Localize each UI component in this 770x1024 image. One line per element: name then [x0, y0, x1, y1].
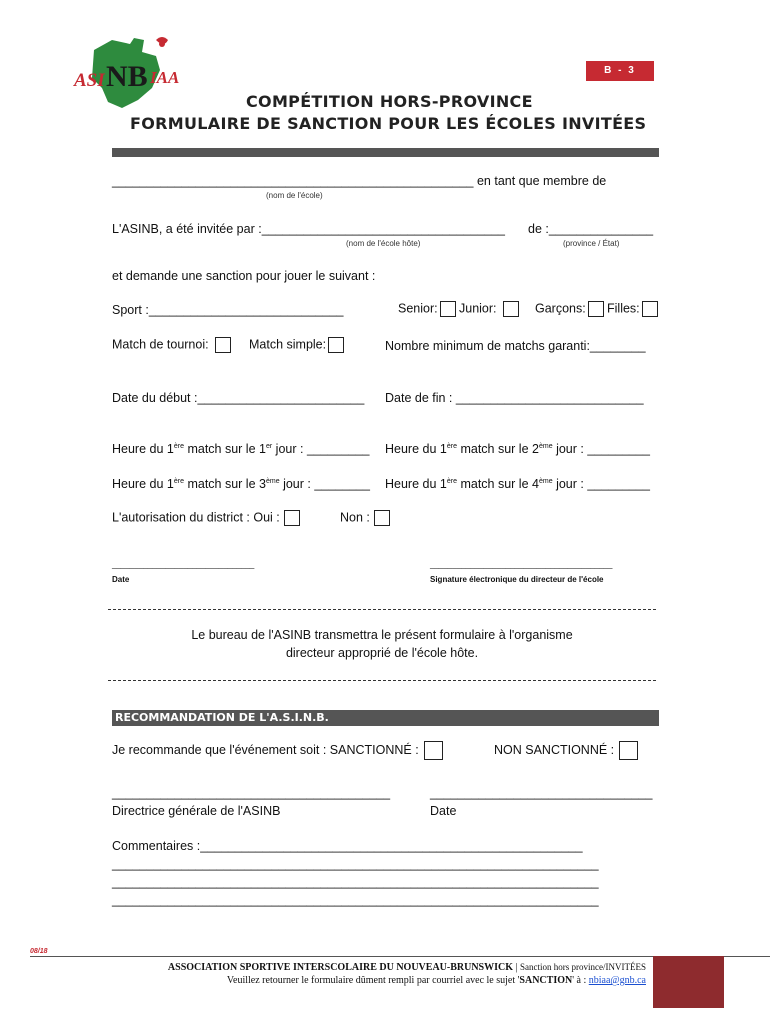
time-text: jour : _________ [552, 442, 650, 456]
day1-time-field[interactable] [112, 442, 370, 456]
footer-instructions [227, 975, 646, 986]
logo-text-left: ASI [74, 70, 105, 91]
start-date-field[interactable]: Date du début :________________________ [112, 391, 365, 405]
footer-sep: | [513, 962, 521, 973]
footer-email-link[interactable]: nbiaa@gnb.ca [588, 975, 646, 986]
boys-option[interactable] [535, 301, 604, 317]
notice-line-1: Le bureau de l'ASINB transmettra le présent formulaire à l'organisme [191, 628, 573, 642]
not-sanctioned-checkbox[interactable] [619, 741, 638, 760]
header-bar [112, 148, 659, 157]
sanctioned-option[interactable] [112, 741, 443, 760]
single-match-option[interactable] [249, 337, 344, 353]
time-text: match sur le 2 [456, 442, 539, 456]
province-hint: (province / État) [563, 239, 620, 248]
notice-line-2: directeur approprié de l'école hôte. [285, 646, 479, 660]
boys-label: Garçons: [535, 301, 586, 316]
district-no-label: Non : [340, 510, 370, 525]
recommendation-bar [112, 710, 659, 726]
director-signature-line[interactable]: ________________________________________ [112, 786, 391, 800]
district-no-checkbox[interactable] [374, 510, 390, 526]
girls-option[interactable] [607, 301, 658, 317]
divider-top [108, 609, 656, 610]
not-sanctioned-option[interactable] [494, 741, 638, 760]
day2-time-field[interactable] [385, 442, 650, 456]
recommendation-date-line[interactable]: ________________________________ [430, 786, 653, 800]
footer-instr-text: ' à : [572, 975, 589, 986]
district-yes-option[interactable] [112, 510, 300, 526]
footer-org: ASSOCIATION SPORTIVE INTERSCOLAIRE DU NOUVEAU-BRUNSWICK [167, 962, 513, 973]
divider-bottom [108, 680, 656, 681]
logo-text-right: IAA [150, 68, 180, 87]
time-text: jour : _________ [272, 442, 370, 456]
footer-instr-text: Veuillez retourner le formulaire dûment rempli par courriel avec le sujet ' [226, 975, 520, 986]
time-text: match sur le 1 [183, 442, 266, 456]
request-text: et demande une sanction pour jouer le suivant : [112, 269, 376, 283]
single-match-checkbox[interactable] [328, 337, 344, 353]
director-label: Directrice générale de l'ASINB [112, 804, 281, 818]
time-text: jour : ________ [279, 477, 370, 491]
not-sanctioned-label: NON SANCTIONNÉ : [494, 742, 615, 757]
time-sup: ère [446, 442, 457, 450]
girls-checkbox[interactable] [642, 301, 658, 317]
end-date-field[interactable]: Date de fin : ___________________________ [385, 391, 644, 405]
time-text: Heure du 1 [112, 477, 174, 491]
time-text: Heure du 1 [385, 442, 447, 456]
single-match-label: Match simple: [249, 337, 327, 352]
time-text: jour : _________ [552, 477, 650, 491]
girls-label: Filles: [607, 301, 640, 316]
time-text: match sur le 3 [183, 477, 266, 491]
time-sup: ère [173, 477, 184, 485]
time-sup: ère [173, 442, 184, 450]
member-text: en tant que membre de [476, 174, 607, 188]
comment-line-3[interactable]: ______________________________________________________________________ [112, 893, 599, 907]
district-no-option[interactable] [340, 510, 390, 526]
day3-time-field[interactable] [112, 477, 370, 491]
time-sup: ème [538, 477, 553, 485]
boys-checkbox[interactable] [588, 301, 604, 317]
footer-instr-subject: SANCTION [519, 975, 573, 986]
tournament-label: Match de tournoi: [112, 337, 209, 352]
time-sup: ère [446, 477, 457, 485]
signature-label: Signature électronique du directeur de l'école [430, 575, 604, 584]
school-blank: ____________________________________________________ [112, 174, 474, 188]
min-games-field[interactable]: Nombre minimum de matchs garanti:________ [385, 339, 646, 353]
footer-block [653, 956, 724, 1008]
junior-option[interactable] [459, 301, 519, 317]
day4-time-field[interactable] [385, 477, 650, 491]
host-school-field[interactable]: L'ASINB, a été invitée par :___________________________________ [112, 222, 506, 236]
comment-line-2[interactable]: ______________________________________________________________________ [112, 875, 599, 889]
host-hint: (nom de l'école hôte) [346, 239, 421, 248]
recommendation-header: RECOMMANDATION DE L'A.S.I.N.B. [115, 711, 329, 724]
district-yes-checkbox[interactable] [284, 510, 300, 526]
district-label: L'autorisation du district : Oui : [112, 510, 280, 525]
footer-org-line [168, 962, 646, 973]
school-name-field[interactable] [112, 174, 606, 188]
tournament-checkbox[interactable] [215, 337, 231, 353]
time-text: Heure du 1 [112, 442, 174, 456]
senior-option[interactable] [398, 301, 456, 317]
province-field[interactable]: de :_______________ [528, 222, 654, 236]
logo-text-center: NB [106, 60, 148, 93]
footer-doc: Sanction hors province/INVITÉES [520, 962, 646, 972]
senior-label: Senior: [398, 301, 438, 316]
tournament-option[interactable] [112, 337, 231, 353]
time-text: match sur le 4 [456, 477, 539, 491]
sanctioned-checkbox[interactable] [424, 741, 443, 760]
logo [72, 30, 192, 120]
comments-field[interactable]: Commentaires :_______________________________________________________ [112, 839, 583, 853]
time-text: Heure du 1 [385, 477, 447, 491]
footer-code: 08/18 [30, 948, 48, 955]
recommendation-date-label: Date [430, 804, 457, 818]
school-hint: (nom de l'école) [266, 191, 323, 200]
time-sup: ème [265, 477, 280, 485]
notice [108, 626, 656, 662]
date-line[interactable]: ________________________________ [112, 560, 255, 569]
signature-line[interactable]: _________________________________________ [430, 560, 613, 569]
date-label: Date [112, 575, 130, 584]
title-line-1: COMPÉTITION HORS-PROVINCE [246, 92, 533, 111]
time-sup: ème [538, 442, 553, 450]
senior-checkbox[interactable] [440, 301, 456, 317]
form-code-badge: B - 3 [586, 61, 654, 81]
sport-field[interactable]: Sport :____________________________ [112, 303, 344, 317]
junior-checkbox[interactable] [503, 301, 519, 317]
comment-line-1[interactable]: ______________________________________________________________________ [112, 857, 599, 871]
recommend-text: Je recommande que l'événement soit : SANCTIONNÉ : [112, 742, 419, 757]
time-sup: er [265, 442, 273, 450]
junior-label: Junior: [459, 301, 497, 316]
title-line-2: FORMULAIRE DE SANCTION POUR LES ÉCOLES INVITÉES [130, 114, 647, 133]
